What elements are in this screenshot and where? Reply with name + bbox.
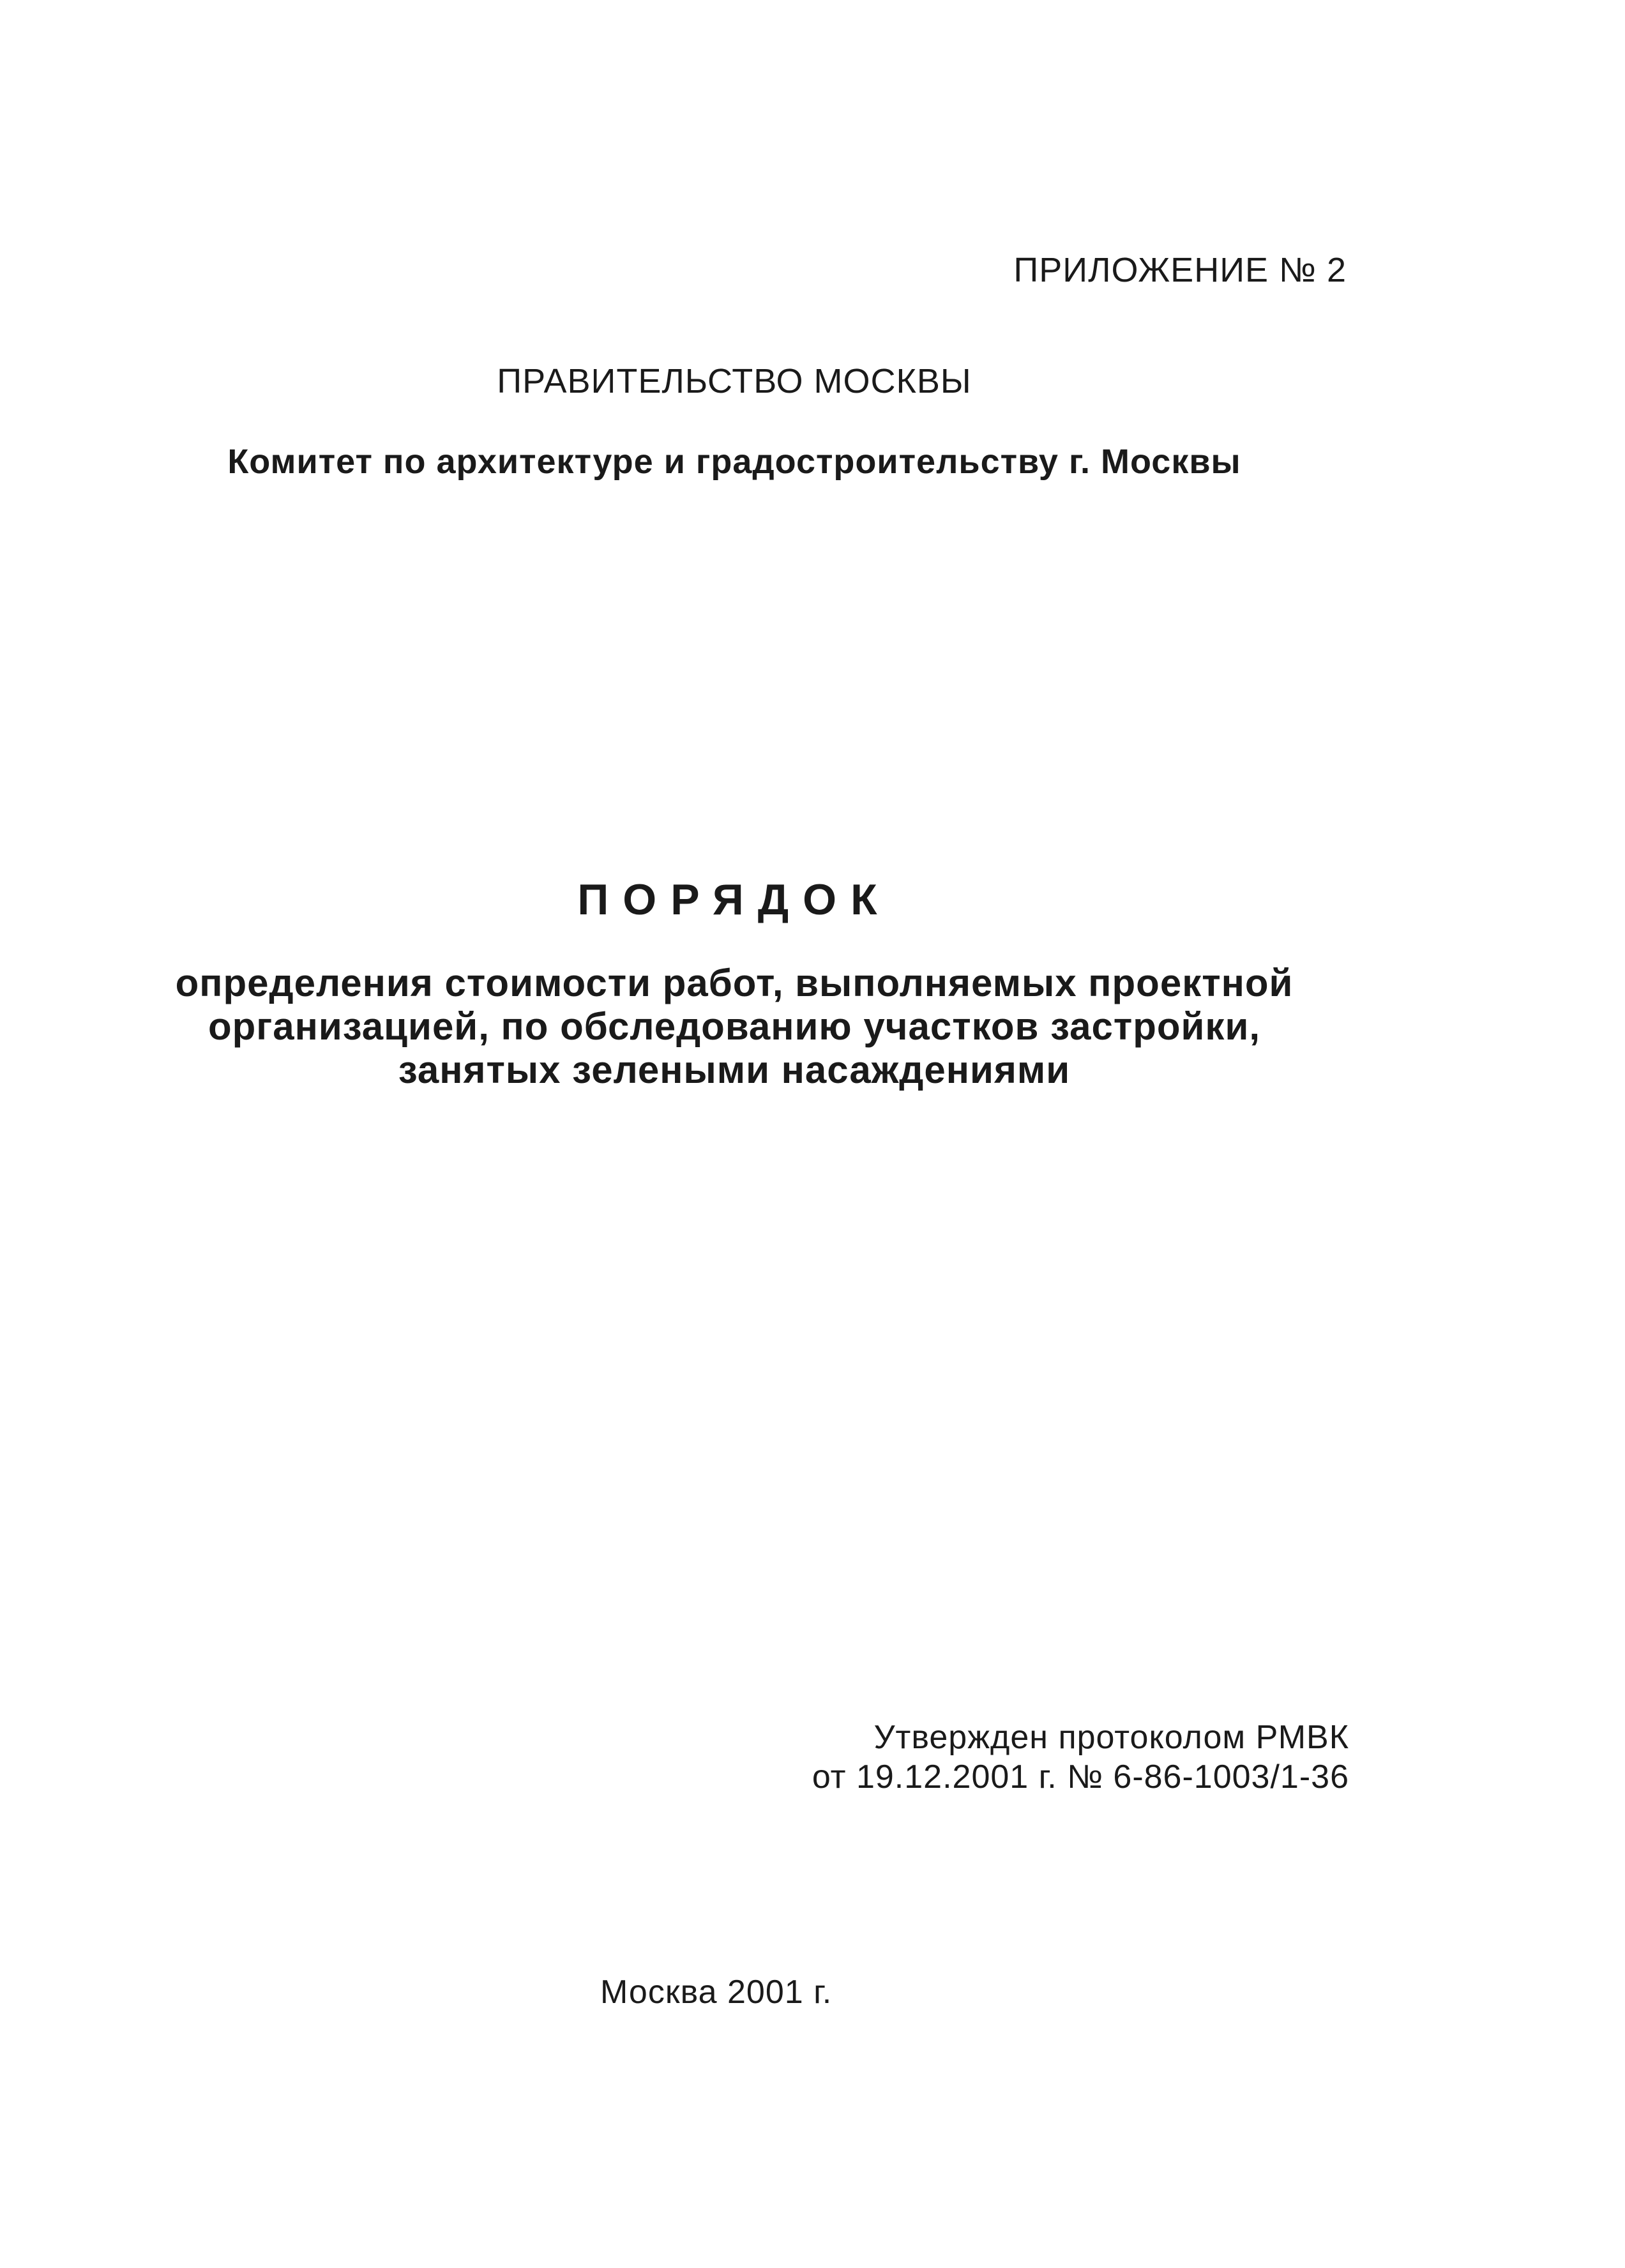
subtitle-line-1: определения стоимости работ, выполняемых проектной — [175, 962, 1294, 1004]
document-subtitle — [0, 962, 1469, 1092]
appendix-label: ПРИЛОЖЕНИЕ № 2 — [1013, 251, 1347, 289]
approval-line-2: от 19.12.2001 г. № 6-86-1003/1-36 — [812, 1758, 1349, 1796]
approval-note — [812, 1718, 1349, 1797]
subtitle-line-2: организацией, по обследованию участков застройки, — [208, 1005, 1261, 1048]
committee-name: Комитет по архитектуре и градостроительству г. Москвы — [227, 442, 1241, 481]
document-title: ПОРЯДОК — [577, 875, 891, 924]
approval-line-1: Утвержден протоколом РМВК — [873, 1719, 1349, 1756]
government-heading: ПРАВИТЕЛЬСТВО МОСКВЫ — [497, 362, 972, 400]
subtitle-line-3: занятых зелеными насаждениями — [398, 1048, 1071, 1091]
place-and-year: Москва 2001 г. — [600, 1974, 833, 2011]
